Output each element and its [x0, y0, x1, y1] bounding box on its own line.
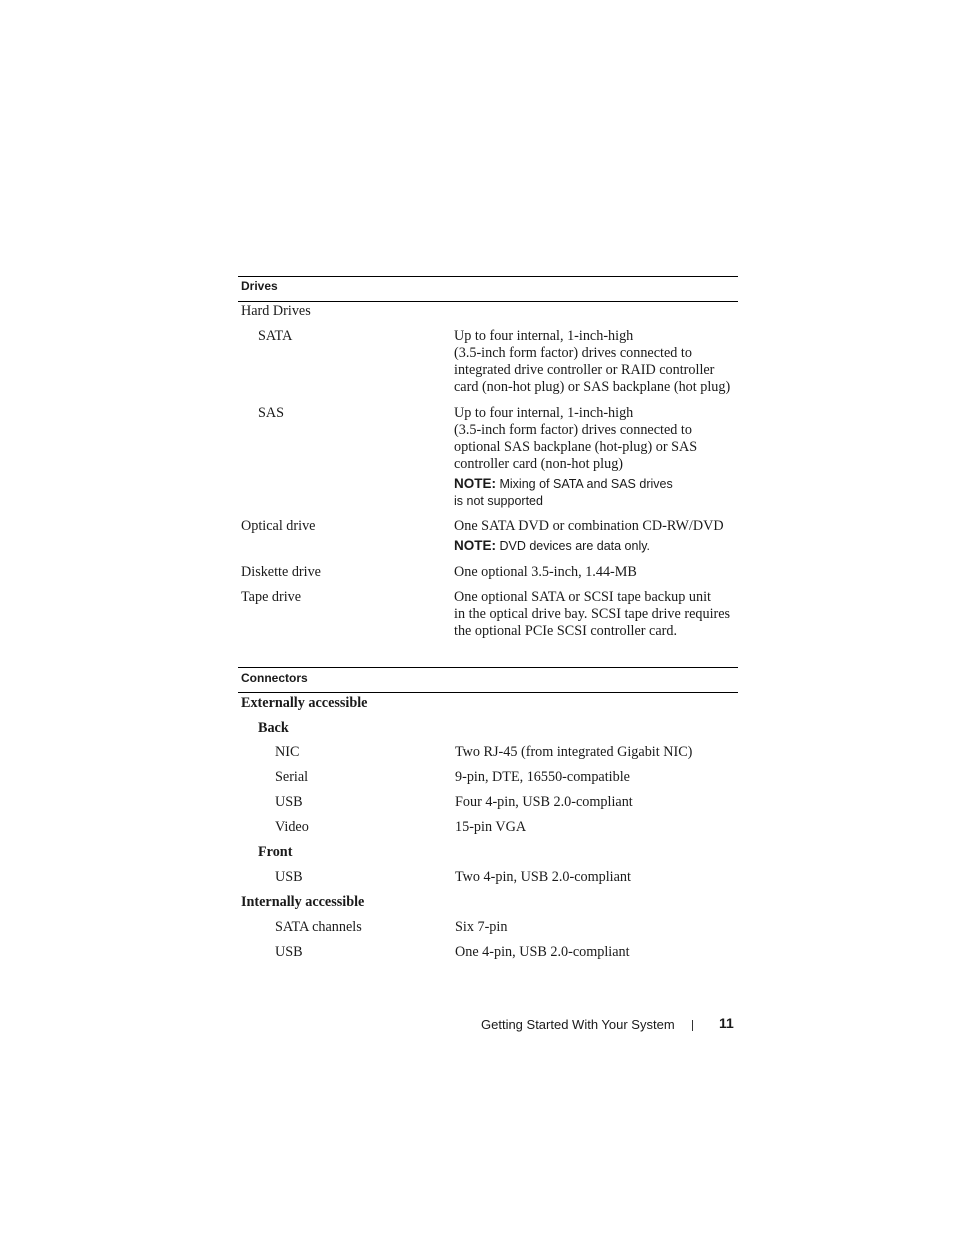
footer-title: Getting Started With Your System [481, 1017, 675, 1032]
optical-drive-label: Optical drive [241, 518, 316, 534]
optical-note: NOTE: DVD devices are data only. [454, 538, 651, 553]
section-title-drives: Drives [241, 279, 278, 293]
nic-value: Two RJ-45 (from integrated Gigabit NIC) [455, 744, 693, 760]
sata-label: SATA [258, 328, 293, 344]
drives-section [238, 276, 738, 646]
usb-front-value: Two 4-pin, USB 2.0-compliant [455, 869, 631, 885]
page-number: 11 [719, 1015, 734, 1031]
usb-back-value: Four 4-pin, USB 2.0-compliant [455, 794, 633, 810]
sas-value: Up to four internal, 1-inch-high (3.5-inch form factor) drives connected to optional SAS backplane (hot-plug) or SAS controller card (non-hot plug) NOTE: Mixing of SATA and SAS drives is not supported [454, 405, 698, 508]
sata-channels-label: SATA channels [275, 919, 362, 935]
usb-front-label: USB [275, 869, 303, 885]
usb-internal-label: USB [275, 944, 303, 960]
section-header-rule [238, 692, 738, 693]
video-label: Video [275, 819, 309, 835]
footer-separator [692, 1020, 693, 1031]
front-label: Front [258, 844, 293, 860]
diskette-drive-value: One optional 3.5-inch, 1.44-MB [454, 564, 637, 580]
tape-drive-label: Tape drive [241, 589, 302, 605]
serial-label: Serial [275, 769, 309, 785]
tape-drive-value: One optional SATA or SCSI tape backup unit in the optical drive bay. SCSI tape drive requires the optional PCIe SCSI controller card. [454, 589, 731, 639]
connectors-section [238, 667, 738, 967]
diskette-drive-label: Diskette drive [241, 564, 321, 580]
hard-drives-label: Hard Drives [241, 303, 311, 319]
sas-label: SAS [258, 405, 285, 421]
section-header-rule [238, 301, 738, 302]
usb-internal-value: One 4-pin, USB 2.0-compliant [455, 944, 630, 960]
back-label: Back [258, 720, 289, 736]
serial-value: 9-pin, DTE, 16550-compatible [455, 769, 630, 785]
sata-channels-value: Six 7-pin [455, 919, 508, 935]
section-title-connectors: Connectors [241, 671, 308, 685]
video-value: 15-pin VGA [455, 819, 527, 835]
section-top-rule [238, 276, 738, 277]
section-top-rule [238, 667, 738, 668]
sata-value: Up to four internal, 1-inch-high (3.5-inch form factor) drives connected to integrated drive controller or RAID controller card (non-hot plug) or SAS backplane (hot plug) [454, 328, 731, 395]
optical-drive-value: One SATA DVD or combination CD-RW/DVD NOTE: DVD devices are data only. [454, 518, 724, 553]
nic-label: NIC [275, 744, 300, 760]
sas-note: NOTE: Mixing of SATA and SAS drives is not supported [454, 476, 673, 508]
internally-accessible-label: Internally accessible [241, 894, 365, 910]
externally-accessible-label: Externally accessible [241, 695, 368, 711]
usb-back-label: USB [275, 794, 303, 810]
